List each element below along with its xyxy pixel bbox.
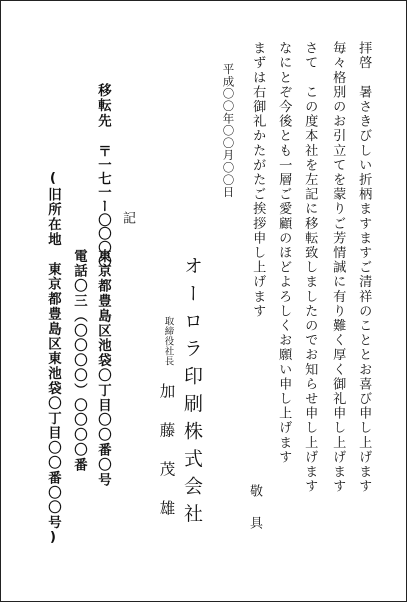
- body-line-5: まずは右御礼かたがたご挨拶申し上げます: [250, 41, 266, 319]
- body-line-4: なにとぞ今後とも一層ご愛顧のほどよろしくお願い申し上げます: [276, 41, 292, 465]
- president-title: 取締役社長: [162, 316, 174, 366]
- postal-code: 〒一七一ー〇〇〇〇: [95, 144, 111, 269]
- body-line-3: さて この度本社を左記に移転致しましたのでお知らせ申し上げます: [302, 41, 318, 494]
- president-name: 加 藤 茂 雄: [157, 383, 176, 520]
- relocation-label: 移転先: [95, 83, 111, 130]
- old-address: (旧所在地 東京都豊島区東池袋〇丁目〇〇番〇〇号): [45, 171, 61, 547]
- date: 平成〇〇年〇〇月〇〇日: [221, 63, 236, 199]
- body-line-2: 毎々格別のお引立てを蒙りご芳情誠に有り難く厚く御礼申し上げます: [330, 41, 346, 494]
- company-name: オーロラ印刷株式会社: [181, 256, 203, 531]
- new-address: 東京都豊島区池袋〇丁目〇〇番〇号: [95, 249, 111, 488]
- body-line-1: 拝啓 暑さきびしい折柄ますますご清祥のこととお喜び申し上げます: [356, 41, 372, 494]
- phone-number: 電話〇三（〇〇〇〇）〇〇〇〇番: [71, 249, 87, 473]
- ki-marker: 記: [120, 211, 135, 224]
- closing: 敬 具: [247, 484, 262, 532]
